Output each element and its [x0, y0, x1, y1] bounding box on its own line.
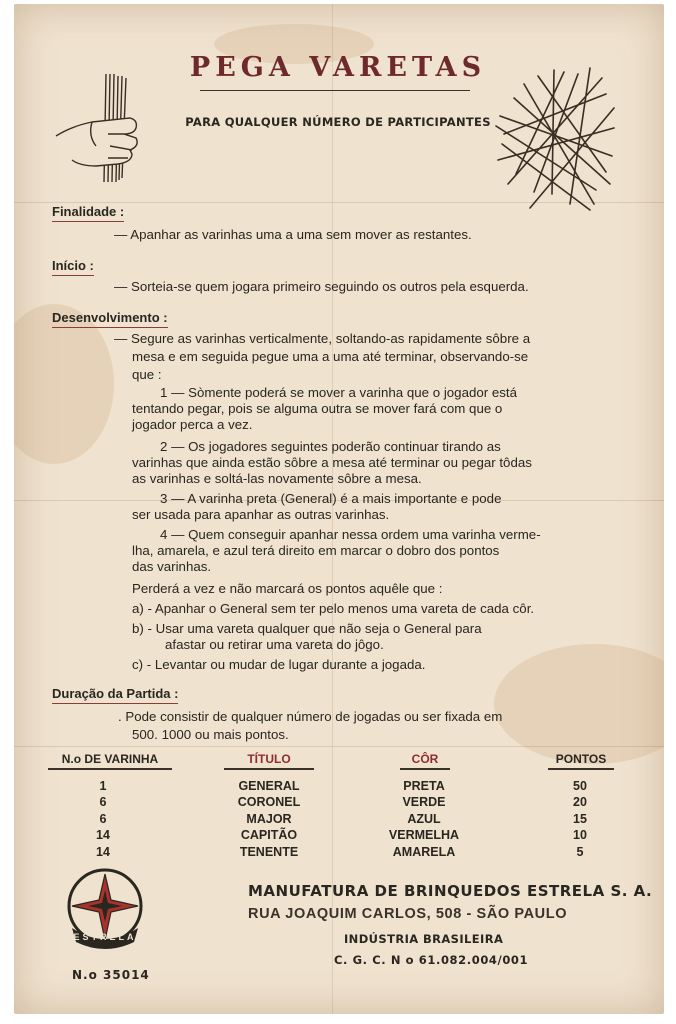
cell-cor: PRETA	[403, 779, 445, 793]
penalty-b-line: b) - Usar uma vareta qualquer que não seja o General para	[132, 621, 482, 636]
table-header-cor: CÔR	[400, 752, 450, 770]
paper-stain	[14, 304, 114, 464]
rule-4-line: das varinhas.	[132, 559, 212, 574]
cell-pontos: 20	[573, 795, 587, 810]
penalty-a: a) - Apanhar o General sem ter pelo menos uma vareta de cada côr.	[132, 601, 535, 616]
catalog-number: N.o 35014	[72, 968, 150, 982]
cell-pontos: 5	[576, 844, 584, 859]
company-address: RUA JOAQUIM CARLOS, 508 - SÃO PAULO	[248, 906, 568, 922]
cell-cor: VERMELHA	[388, 828, 460, 843]
table-header-pontos: PONTOS	[548, 752, 614, 770]
duracao-text-line: . Pode consistir de qualquer número de jogadas ou ser fixada em	[118, 709, 503, 724]
rule-1-line: 1 — Sòmente poderá se mover a varinha que o jogador está	[160, 385, 518, 400]
industry-label: INDÚSTRIA BRASILEIRA	[344, 932, 504, 946]
paper-crease	[14, 746, 664, 747]
table-header-varinha: N.o DE VARINHA	[48, 752, 172, 770]
penalty-b-line: afastar ou retirar uma vareta do jôgo.	[165, 637, 384, 652]
page-subtitle: PARA QUALQUER NÚMERO DE PARTICIPANTES	[185, 115, 491, 129]
page-title: PEGA VARETAS	[189, 52, 487, 83]
penalty-intro: Perderá a vez e não marcará os pontos aquêle que :	[132, 581, 443, 596]
title-underline	[200, 90, 470, 91]
cell-varinha: 14	[96, 828, 110, 843]
cell-titulo: CAPITÃO	[240, 828, 298, 843]
rule-3-line: 3 — A varinha preta (General) é a mais importante e pode	[160, 491, 502, 506]
cell-varinha: 6	[99, 795, 107, 810]
logo-wordmark: ESTRELA	[73, 932, 137, 942]
cell-varinha: 6	[99, 811, 107, 826]
cell-pontos: 10	[573, 828, 587, 843]
section-heading-inicio: Início :	[52, 258, 94, 273]
rule-2-line: varinhas que ainda estão sôbre a mesa até terminar ou pegar tôdas	[132, 455, 532, 470]
table-header-titulo: TÍTULO	[224, 752, 314, 770]
cell-pontos: 50	[573, 779, 587, 793]
finalidade-text: — Apanhar as varinhas uma a uma sem mover as restantes.	[114, 227, 472, 242]
rule-1-line: tentando pegar, pois se alguma outra se mover fará com que o	[132, 401, 503, 416]
desenvolvimento-intro-line: que :	[132, 367, 162, 382]
cell-cor: AMARELA	[392, 844, 456, 859]
penalty-c: c) - Levantar ou mudar de lugar durante a jogada.	[132, 657, 426, 672]
cell-cor: AZUL	[407, 811, 441, 826]
desenvolvimento-intro-line: — Segure as varinhas verticalmente, soltando-as rapidamente sôbre a	[114, 331, 531, 346]
rule-1-line: jogador perca a vez.	[132, 417, 253, 432]
rule-4-line: 4 — Quem conseguir apanhar nessa ordem uma varinha verme-	[160, 527, 541, 542]
rule-4-line: lha, amarela, e azul terá direito em marcar o dobro dos pontos	[132, 543, 500, 558]
cell-titulo: MAJOR	[246, 811, 292, 826]
cell-cor: VERDE	[402, 795, 446, 810]
section-heading-desenvolvimento: Desenvolvimento :	[52, 310, 168, 325]
cell-titulo: CORONEL	[237, 795, 301, 810]
cell-varinha: 14	[96, 844, 110, 859]
duracao-text-line: 500. 1000 ou mais pontos.	[132, 727, 289, 742]
cell-titulo: GENERAL	[238, 779, 300, 793]
hand-holding-sticks-icon	[52, 70, 152, 190]
company-name: MANUFATURA DE BRINQUEDOS ESTRELA S. A.	[248, 882, 653, 900]
points-table	[44, 750, 634, 862]
cell-varinha: 1	[99, 779, 107, 793]
cgc-number: C. G. C. N o 61.082.004/001	[334, 953, 529, 967]
cell-titulo: TENENTE	[239, 844, 299, 859]
desenvolvimento-intro-line: mesa e em seguida pegue uma a uma até terminar, observando-se	[132, 349, 529, 364]
section-heading-duracao: Duração da Partida :	[52, 686, 178, 701]
rule-2-line: 2 — Os jogadores seguintes poderão continuar tirando as	[160, 439, 501, 454]
cell-pontos: 15	[573, 811, 587, 826]
rule-2-line: as varinhas e soltá-las novamente sôbre a mesa.	[132, 471, 422, 486]
scattered-sticks-icon	[494, 64, 618, 214]
inicio-text: — Sorteia-se quem jogara primeiro seguindo os outros pela esquerda.	[114, 279, 529, 294]
rule-3-line: ser usada para apanhar as outras varinhas.	[132, 507, 390, 522]
section-heading-finalidade: Finalidade :	[52, 204, 124, 219]
